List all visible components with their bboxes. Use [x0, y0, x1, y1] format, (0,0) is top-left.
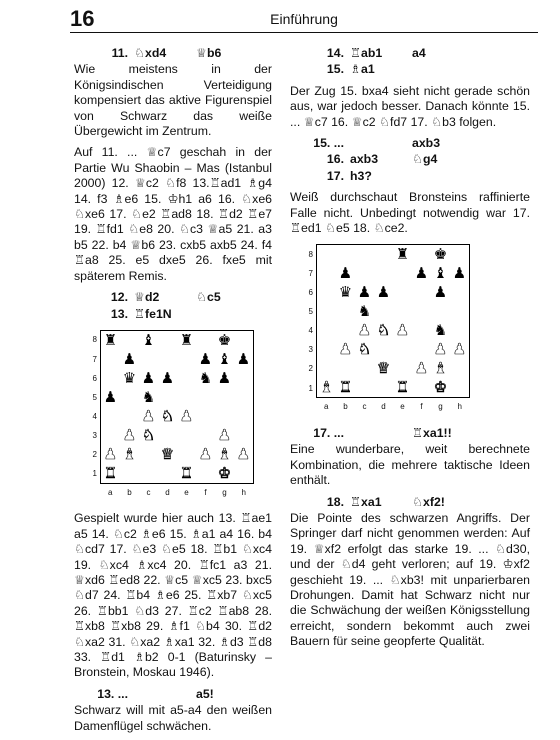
board-square [355, 321, 374, 340]
rank-label: 8 [308, 250, 313, 260]
board-square [234, 426, 254, 445]
board-square [317, 340, 337, 359]
board-square [355, 302, 374, 321]
white-pawn-icon: ♟ [217, 426, 232, 444]
board-square [374, 302, 393, 321]
white-bishop-icon: ♝ [433, 360, 448, 378]
board-square [336, 283, 355, 302]
white-pawn-icon: ♟ [103, 445, 118, 463]
board-square [139, 330, 158, 350]
board-square [336, 340, 355, 359]
move-line: 12. ♕d2 ♘c5 [110, 290, 221, 305]
black-pawn-icon: ♟ [452, 265, 467, 283]
white-bishop-icon: ♝ [217, 445, 232, 463]
board-square [177, 445, 196, 464]
left-column [74, 46, 272, 740]
white-bishop-icon: ♝ [319, 379, 334, 397]
white-knight-icon: ♞ [357, 341, 372, 359]
board-square [336, 264, 355, 283]
board-square [412, 340, 431, 359]
board-square [393, 245, 412, 265]
board-square [120, 388, 139, 407]
board-square [177, 369, 196, 388]
move-line: 15. ... axb3 [313, 136, 441, 151]
white-pawn-icon: ♟ [414, 360, 429, 378]
board-square [215, 464, 234, 484]
move-line: 16. axb3 ♘g4 [326, 152, 438, 167]
paragraph: Gespielt wurde hier auch 13. ♖ae1 a5 14. ♘c2 ♗e6 15. ♗a1 a4 16. b4 ♘cd7 17. ♘e3 ♘e5 18. ♖b1 ♘xc4 19. ♘xc4 ♗xc4 20. ♖fc1 a3 21. ♕xd6 ♖ed8 22. ♕c5 ♕xc5 23. bxc5 ♘d7 24. ♖b4 ♗e6 25. ♖xb7 ♘xc5 26. ♖bb1 ♘d3 27. ♖c2 ♖ab8 28. ♖xb8 ♖xb8 29. ♗f1 ♘b4 30. ♖d2 ♘xa2 31. ♘xa2 ♗xa1 32. ♗d3 ♖d8 33. ♖d1 ♗b2 0-1 (Baturinsky – Bronstein, Moskau 1946). [74, 511, 272, 680]
board-square [120, 369, 139, 388]
white-queen-icon: ♛ [160, 445, 175, 463]
board-square [215, 388, 234, 407]
board-square [374, 340, 393, 359]
file-label: a [108, 487, 113, 497]
board-square [120, 464, 139, 484]
board-square [139, 407, 158, 426]
paragraph: Wie meistens in der Königsindischen Verteidigung kompensiert das aktive Figurenspiel von Schwarz das weiße Übergewicht im Zentrum. [74, 62, 272, 139]
white-pawn-icon: ♟ [122, 426, 137, 444]
file-label: b [127, 487, 132, 497]
board-square [317, 264, 337, 283]
black-pawn-icon: ♟ [357, 284, 372, 302]
board-square [120, 445, 139, 464]
right-column [290, 46, 530, 656]
rank-label: 2 [92, 449, 97, 459]
board-square [139, 350, 158, 369]
board-square [355, 359, 374, 378]
black-bishop-icon: ♝ [141, 331, 156, 349]
rank-label: 7 [92, 354, 97, 364]
board-square [177, 426, 196, 445]
board-square [234, 330, 254, 350]
board-square [177, 350, 196, 369]
white-pawn-icon: ♟ [198, 445, 213, 463]
paragraph: Weiß durchschaut Bronsteins raffinierte Falle nicht. Unbedingt notwendig war 17. ♖ed1 ♘e5 18. ♘ce2. [290, 190, 530, 236]
black-rook-icon: ♜ [103, 331, 118, 349]
rank-label: 4 [308, 326, 313, 336]
board-square [158, 330, 177, 350]
black-king-icon: ♚ [217, 331, 232, 349]
board-square [336, 378, 355, 398]
board-square [158, 388, 177, 407]
board-square [374, 378, 393, 398]
board-square [355, 378, 374, 398]
board-square [412, 302, 431, 321]
white-king-icon: ♚ [433, 379, 448, 397]
board-square [393, 378, 412, 398]
board-square [450, 359, 470, 378]
board-square [393, 283, 412, 302]
board-square [450, 321, 470, 340]
black-knight-icon: ♞ [357, 303, 372, 321]
move-line: 15. ♗a1 [326, 62, 375, 77]
black-knight-icon: ♞ [433, 322, 448, 340]
board-square [101, 445, 121, 464]
rank-label: 6 [92, 373, 97, 383]
board-square [196, 350, 215, 369]
black-pawn-icon: ♟ [433, 284, 448, 302]
white-pawn-icon: ♟ [141, 407, 156, 425]
white-queen-icon: ♛ [376, 360, 391, 378]
board-square [336, 359, 355, 378]
board-square [393, 321, 412, 340]
paragraph: Der Zug 15. bxa4 sieht nicht gerade schön aus, war jedoch besser. Danach könnte 15. ... ♕c7 16. ♕c2 ♘fd7 17. ♘b3 folgen. [290, 83, 530, 129]
white-rook-icon: ♜ [179, 464, 194, 482]
board-square [450, 302, 470, 321]
board-square [355, 283, 374, 302]
board-square [139, 369, 158, 388]
file-label: a [324, 402, 329, 412]
board-square [215, 330, 234, 350]
board-square [196, 445, 215, 464]
board-square [234, 445, 254, 464]
board-square [317, 378, 337, 398]
black-rook-icon: ♜ [179, 331, 194, 349]
chess-diagram-2 [298, 244, 530, 415]
board-square [234, 350, 254, 369]
board-square [101, 388, 121, 407]
white-pawn-icon: ♟ [179, 407, 194, 425]
board-square [317, 359, 337, 378]
paragraph: Schwarz will mit a5-a4 den weißen Damenflügel schwächen. [74, 703, 272, 733]
file-label: d [165, 487, 170, 497]
board-square [412, 283, 431, 302]
board-square [196, 464, 215, 484]
black-queen-icon: ♛ [122, 369, 137, 387]
board-square [234, 464, 254, 484]
board-square [431, 340, 450, 359]
white-pawn-icon: ♟ [357, 322, 372, 340]
rank-label: 5 [92, 392, 97, 402]
board-square [393, 359, 412, 378]
move-line: 18. ♖xa1 ♘xf2! [326, 494, 445, 509]
move-line: 14. ♖ab1 a4 [326, 46, 426, 60]
file-label: c [146, 487, 151, 497]
board-square [158, 445, 177, 464]
white-pawn-icon: ♟ [433, 341, 448, 359]
board-square [431, 302, 450, 321]
black-pawn-icon: ♟ [414, 265, 429, 283]
board-square [431, 245, 450, 265]
rank-label: 8 [92, 335, 97, 345]
board-square [139, 388, 158, 407]
board-square [215, 369, 234, 388]
black-pawn-icon: ♟ [103, 388, 118, 406]
board-square [450, 264, 470, 283]
board-square [431, 359, 450, 378]
black-king-icon: ♚ [433, 246, 448, 264]
page-number: 16 [70, 6, 95, 31]
board-square [158, 369, 177, 388]
white-knight-icon: ♞ [160, 407, 175, 425]
file-label: e [184, 487, 189, 497]
board-square [450, 378, 470, 398]
board-square [101, 330, 121, 350]
black-rook-icon: ♜ [395, 246, 410, 264]
black-pawn-icon: ♟ [198, 350, 213, 368]
board-square [374, 283, 393, 302]
board-square [317, 283, 337, 302]
file-label: e [400, 402, 405, 412]
board-square [139, 464, 158, 484]
board-square [101, 350, 121, 369]
board-square [374, 264, 393, 283]
board-square [196, 330, 215, 350]
black-pawn-icon: ♟ [338, 265, 353, 283]
black-knight-icon: ♞ [141, 388, 156, 406]
rank-label: 3 [92, 430, 97, 440]
black-pawn-icon: ♟ [160, 369, 175, 387]
white-king-icon: ♚ [217, 464, 232, 482]
white-pawn-icon: ♟ [338, 341, 353, 359]
board-square [139, 426, 158, 445]
white-bishop-icon: ♝ [122, 445, 137, 463]
page-header [70, 6, 538, 33]
white-pawn-icon: ♟ [452, 341, 467, 359]
board-square [158, 350, 177, 369]
black-pawn-icon: ♟ [141, 369, 156, 387]
file-label: h [241, 487, 246, 497]
board-square [431, 321, 450, 340]
board-square [317, 302, 337, 321]
move-line: 17. ... ♖xa1!! [313, 425, 452, 440]
board-square [120, 426, 139, 445]
black-queen-icon: ♛ [338, 284, 353, 302]
board-square [215, 407, 234, 426]
board-square [101, 426, 121, 445]
board-square [355, 245, 374, 265]
rank-label: 7 [308, 269, 313, 279]
move-line: 17. h3? [326, 168, 372, 183]
board-square [393, 302, 412, 321]
file-label: g [438, 402, 443, 412]
board-square [196, 426, 215, 445]
paragraph: Die Pointe des schwarzen Angriffs. Der Springer darf nicht genommen werden: Auf 19. ♕xf2 erfolgt das starke 19. ... ♘d30, und der ♘d4 geht verloren; auf 19. ♔xf2 geschieht 19. ... ♘xb3! mit unparierbaren Drohungen. Damit hat Schwarz nicht nur die Schwächung der weißen Königsstellung erreicht, sondern bekommt auch zwei Bauern für seine geopferte Qualität. [290, 510, 530, 649]
move-line: 13. ♖fe1N [110, 306, 172, 321]
white-knight-icon: ♞ [376, 322, 391, 340]
board-square [374, 245, 393, 265]
board-square [317, 245, 337, 265]
board-square [120, 330, 139, 350]
white-pawn-icon: ♟ [395, 322, 410, 340]
board-square [215, 426, 234, 445]
board-square [355, 340, 374, 359]
rank-label: 1 [92, 468, 97, 478]
board-square [234, 407, 254, 426]
board-square [393, 340, 412, 359]
board-square [177, 407, 196, 426]
white-rook-icon: ♜ [338, 379, 353, 397]
white-rook-icon: ♜ [103, 464, 118, 482]
board-square [120, 407, 139, 426]
board-square [215, 350, 234, 369]
board-square [234, 388, 254, 407]
white-rook-icon: ♜ [395, 379, 410, 397]
white-knight-icon: ♞ [141, 426, 156, 444]
board-square [158, 426, 177, 445]
board-square [101, 369, 121, 388]
board-square [431, 264, 450, 283]
paragraph: Eine wunderbare, weit berechnete Kombination, die mehrere taktische Ideen enthält. [290, 442, 530, 488]
board-square [101, 407, 121, 426]
board-square [412, 321, 431, 340]
board-square [431, 283, 450, 302]
black-pawn-icon: ♟ [376, 284, 391, 302]
file-label: g [222, 487, 227, 497]
paragraph: Auf 11. ... ♕c7 geschah in der Partie Wu Shaobin – Mas (Istanbul 2000) 12. ♕c2 ♘f8 13.♖ad1 ♗g4 14. f3 ♗e6 15. ♔h1 a6 16. ♘xe6 ♘xe6 17. ♘e2 ♖ad8 18. ♖d2 ♖e7 19. ♖fd1 ♘e8 20. ♘c3 ♕a5 21. a3 b5 22. b4 ♕b6 23. cxb5 axb5 24. f4 ♖a8 25. e5 dxe5 26. fxe5 mit späterem Remis. [74, 145, 272, 283]
board-square [196, 388, 215, 407]
board-square [158, 407, 177, 426]
board-square [177, 464, 196, 484]
board-square [412, 264, 431, 283]
board-square [158, 464, 177, 484]
board-square [355, 264, 374, 283]
board-square [431, 378, 450, 398]
rank-label: 1 [308, 383, 313, 393]
rank-label: 4 [92, 411, 97, 421]
board-square [177, 330, 196, 350]
file-label: f [204, 487, 207, 497]
board-square [374, 321, 393, 340]
board-square [336, 245, 355, 265]
board-square [336, 321, 355, 340]
file-label: d [381, 402, 386, 412]
board-square [450, 245, 470, 265]
rank-label: 2 [308, 364, 313, 374]
board-square [317, 321, 337, 340]
file-label: f [420, 402, 423, 412]
black-knight-icon: ♞ [198, 369, 213, 387]
file-label: h [457, 402, 462, 412]
board-square [139, 445, 158, 464]
board-square [177, 388, 196, 407]
black-bishop-icon: ♝ [217, 350, 232, 368]
black-pawn-icon: ♟ [122, 350, 137, 368]
rank-label: 3 [308, 345, 313, 355]
chess-diagram-1 [82, 330, 272, 501]
rank-label: 6 [308, 288, 313, 298]
board-square [450, 340, 470, 359]
move-line: 13. ... a5! [97, 686, 214, 701]
black-pawn-icon: ♟ [217, 369, 232, 387]
board-square [336, 302, 355, 321]
white-pawn-icon: ♟ [236, 445, 251, 463]
running-title: Einführung [270, 11, 338, 27]
file-label: b [343, 402, 348, 412]
board-square [215, 445, 234, 464]
board-square [234, 369, 254, 388]
move-line: 11. ♘xd4 ♕b6 [111, 46, 222, 60]
black-pawn-icon: ♟ [236, 350, 251, 368]
black-bishop-icon: ♝ [433, 265, 448, 283]
board-square [101, 464, 121, 484]
board-square [393, 264, 412, 283]
board-square [412, 359, 431, 378]
board-square [412, 378, 431, 398]
board-square [196, 407, 215, 426]
board-square [196, 369, 215, 388]
file-label: c [362, 402, 367, 412]
board-square [120, 350, 139, 369]
board-square [412, 245, 431, 265]
board-square [450, 283, 470, 302]
rank-label: 5 [308, 307, 313, 317]
board-square [374, 359, 393, 378]
